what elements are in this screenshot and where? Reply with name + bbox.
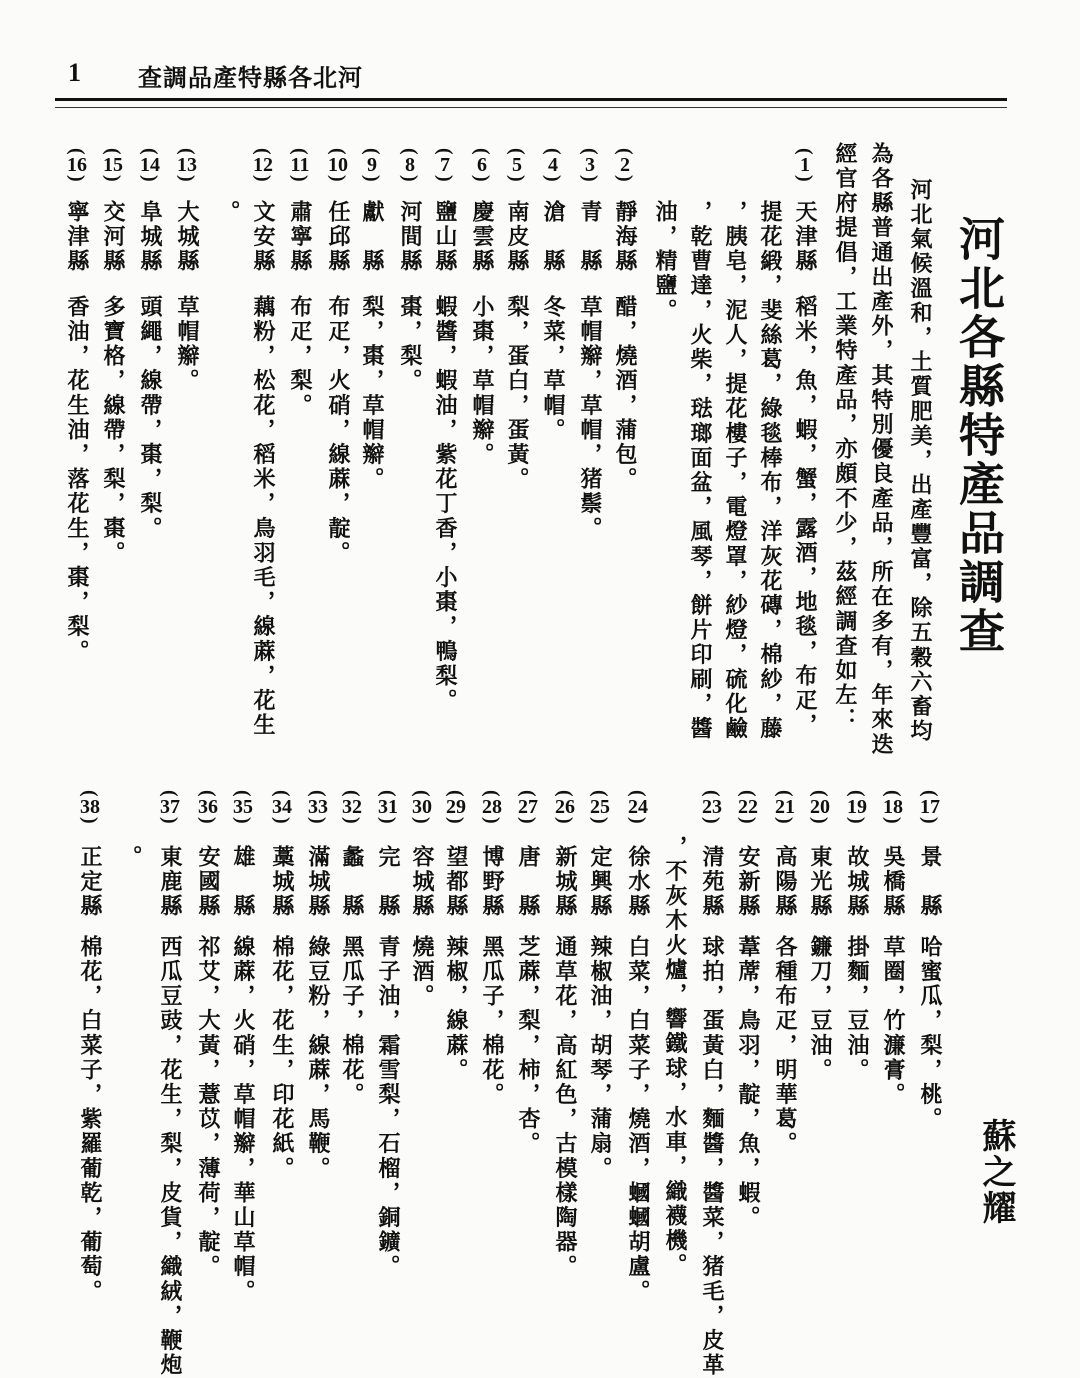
entry-number-text: 30 [412,796,432,817]
entry-number-text: 2 [620,154,630,175]
entry-number [699,790,725,823]
entry-number-text: 21 [775,796,795,817]
county-name: 鹽山縣 [432,200,458,274]
county-products: 通草花，高紅色，古模樣陶器。 [552,935,578,1280]
entry-number-text: 12 [253,154,273,175]
county-products: 哈蜜瓜，梨，桃。 [917,935,943,1132]
county-name: 正定縣 [77,845,103,919]
county-products: 棗，梨。 [397,295,423,394]
entry-number [137,148,163,181]
entry-number [515,790,541,823]
county-name: 慶雲縣 [469,200,495,274]
entry-number-text: 4 [548,154,558,175]
entry-number-text: 35 [233,796,253,817]
county-name: 故城縣 [844,845,870,919]
county-name: 交河縣 [100,200,126,274]
county-products: 掛麵，豆油。 [844,935,870,1083]
county-name: 寧津縣 [64,200,90,274]
county-products: 蝦醬，蝦油，紫花丁香，小棗，鴨梨。 [432,295,458,714]
entry-number [540,148,566,181]
entry-number-text: 32 [342,796,362,817]
entry-number-text: 27 [518,796,538,817]
entry-number [64,148,90,181]
county-products: 香油，花生油，落花生，棗，梨。 [64,295,90,664]
county-products: 布疋，火硝，線蔴，靛。 [325,295,351,566]
intro-line: 為各縣普通出產外，其特別優良產品，所在多有，年來迭 [868,142,894,757]
entry-number [195,790,221,823]
county-name: 博野縣 [479,845,505,919]
entry-number-text: 16 [67,154,87,175]
entry-number [230,790,256,823]
entry-number-text: 36 [198,796,218,817]
entry-number [443,790,469,823]
county-name: 青 縣 [577,200,603,274]
county-products: 醋，燒酒，蒲包。 [612,295,638,492]
county-name: 任邱縣 [325,200,351,274]
entry-number [792,148,818,181]
county-products: 祁艾，大黃，薏苡，薄荷，靛。 [195,935,221,1280]
county-name: 安國縣 [195,845,221,919]
county-name: 蠡 縣 [339,845,365,919]
county-products: 棉花，白菜子，紫羅葡乾，葡萄。 [77,935,103,1304]
county-name: 清苑縣 [699,845,725,919]
county-name: 望都縣 [443,845,469,919]
entry-number-text: 10 [328,154,348,175]
county-products-continued: ，胰皂，泥人，提花樓子，電燈罩，紗燈，硫化鹼 [722,200,748,742]
entry-number [397,148,423,181]
county-name: 定興縣 [587,845,613,919]
entry-number [339,790,365,823]
county-name: 吳橋縣 [880,845,906,919]
entry-number-text: 28 [482,796,502,817]
header-rule-thin [55,107,1007,108]
entry-number [100,148,126,181]
county-products: 頭繩，線帶，棗，梨。 [137,295,163,541]
county-products: 葦蓆，鳥羽，靛，魚，蝦。 [735,935,761,1231]
county-products-continued: 油，精鹽。 [652,200,678,323]
entry-number [375,790,401,823]
county-products-continued: 。 [117,845,143,870]
entry-number [250,148,276,181]
county-products: 芝蔴，梨，柿，杏。 [515,935,541,1157]
entry-number-text: 20 [810,796,830,817]
county-name: 東鹿縣 [157,845,183,919]
county-name: 新城縣 [552,845,578,919]
county-name: 藁城縣 [269,845,295,919]
entry-number [577,148,603,181]
entry-number-text: 33 [308,796,328,817]
county-products: 球拍，蛋黃白，麵醬，醬菜，猪毛，皮革 [699,935,725,1378]
county-products: 線蔴，火硝，草帽辮，華山草帽。 [230,935,256,1304]
entry-number [479,790,505,823]
entry-number-text: 26 [555,796,575,817]
page-number: 1 [68,58,81,87]
entry-number [552,790,578,823]
county-name: 完 縣 [375,845,401,919]
entry-number [305,790,331,823]
county-products: 黑瓜子，棉花。 [479,935,505,1108]
county-products: 小棗，草帽辮。 [469,295,495,468]
intro-line: 經官府提倡，工業特產品，亦頗不少，茲經調查如左： [832,142,858,733]
county-products-continued: ，不灰木火爐，響鐵球，水車，織襪機。 [662,835,688,1278]
county-products: 燒酒。 [409,935,435,1009]
entry-number [917,790,943,823]
entry-number [504,148,530,181]
county-name: 靜海縣 [612,200,638,274]
county-products: 藕粉，松花，稻米，鳥羽毛，線蔴，花生 [250,295,276,738]
entry-number [844,790,870,823]
county-name: 滄 縣 [540,200,566,274]
county-products: 布疋，梨。 [287,295,313,418]
entry-number-text: 13 [177,154,197,175]
entry-number [612,148,638,181]
entry-number-text: 8 [405,154,415,175]
entry-number [157,790,183,823]
entry-number [287,148,313,181]
entry-number-text: 38 [80,796,100,817]
county-name: 滿城縣 [305,845,331,919]
entry-number-text: 7 [440,154,450,175]
entry-number-text: 6 [477,154,487,175]
entry-number-text: 11 [290,154,310,175]
county-name: 景 縣 [917,845,943,919]
county-products: 梨，蛋白，蛋黃。 [504,295,530,492]
county-products: 黑瓜子，棉花。 [339,935,365,1108]
entry-number [409,790,435,823]
entry-number-text: 22 [738,796,758,817]
entry-number [772,790,798,823]
county-products: 青子油，霜雪梨，石榴，銅鑛。 [375,935,401,1280]
county-name: 文安縣 [250,200,276,274]
county-products: 草圈，竹濂膏。 [880,935,906,1108]
entry-number-text: 15 [103,154,123,175]
entry-number-text: 23 [702,796,722,817]
entry-number [469,148,495,181]
county-name: 高陽縣 [772,845,798,919]
county-products: 辣椒油，胡琴，蒲扇。 [587,935,613,1181]
entry-number-text: 25 [590,796,610,817]
intro-line: 河北氣候溫和，土質肥美，出產豐富，除五穀六畜均 [907,178,933,744]
running-title: 河北各縣特產品調查 [138,63,363,92]
entry-number-text: 24 [628,796,648,817]
entry-number [587,790,613,823]
entry-number-text: 9 [367,154,377,175]
county-products: 冬菜，草帽。 [540,295,566,443]
entry-number-text: 19 [847,796,867,817]
entry-number [432,148,458,181]
entry-number [880,790,906,823]
entry-number [625,790,651,823]
county-products: 綠豆粉，線蔴，馬鞭。 [305,935,331,1181]
county-name: 雄 縣 [230,845,256,919]
county-name: 東光縣 [807,845,833,919]
entry-number [807,790,833,823]
county-products-continued: ，乾曹達，火柴，琺瑯面盆，風琴，餅片印刷，醬 [687,200,713,742]
author-name: 蘇之耀 [976,1118,1016,1226]
county-name: 天津縣 [792,200,818,274]
county-products: 辣椒，線蔴。 [443,935,469,1083]
entry-number-text: 37 [160,796,180,817]
article-title: 河北各縣特產品調查 [952,215,1006,656]
county-products-continued: 提花緞，斐絲葛，綠毯棒布，洋灰花磚，棉紗，藤 [757,200,783,742]
entry-number-text: 34 [272,796,292,817]
county-products: 各種布疋，明華葛。 [772,935,798,1157]
entry-number [325,148,351,181]
county-products: 多寶格，線帶，梨，棗。 [100,295,126,566]
county-name: 唐 縣 [515,845,541,919]
county-name: 南皮縣 [504,200,530,274]
county-products-continued: 。 [215,200,241,225]
county-name: 徐水縣 [625,845,651,919]
county-products: 白菜，白菜子，燒酒，蟈蟈胡盧。 [625,935,651,1304]
county-name: 大城縣 [174,200,200,274]
header-rule-thick [55,98,1007,101]
entry-number [77,790,103,823]
county-name: 肅寧縣 [287,200,313,274]
county-name: 安新縣 [735,845,761,919]
county-name: 獻 縣 [359,200,385,274]
entry-number-text: 29 [446,796,466,817]
county-products: 鐮刀，豆油。 [807,935,833,1083]
entry-number [174,148,200,181]
entry-number-text: 18 [883,796,903,817]
entry-number-text: 3 [585,154,595,175]
county-name: 河間縣 [397,200,423,274]
county-products: 稻米，魚，蝦，蟹，露酒，地毯，布疋， [792,295,818,738]
county-name: 阜城縣 [137,200,163,274]
entry-number-text: 17 [920,796,940,817]
county-products: 草帽辮，草帽，猪鬃。 [577,295,603,541]
entry-number [269,790,295,823]
entry-number-text: 31 [378,796,398,817]
county-products: 西瓜豆豉，花生，梨，皮貨，織絨，鞭炮 [157,935,183,1378]
county-products: 梨，棗，草帽辮。 [359,295,385,492]
county-products: 草帽辮。 [174,295,200,394]
entry-number [359,148,385,181]
entry-number [735,790,761,823]
county-name: 容城縣 [409,845,435,919]
county-products: 棉花，花生，印花紙。 [269,935,295,1181]
entry-number-text: 1 [800,154,810,175]
entry-number-text: 14 [140,154,160,175]
entry-number-text: 5 [512,154,522,175]
